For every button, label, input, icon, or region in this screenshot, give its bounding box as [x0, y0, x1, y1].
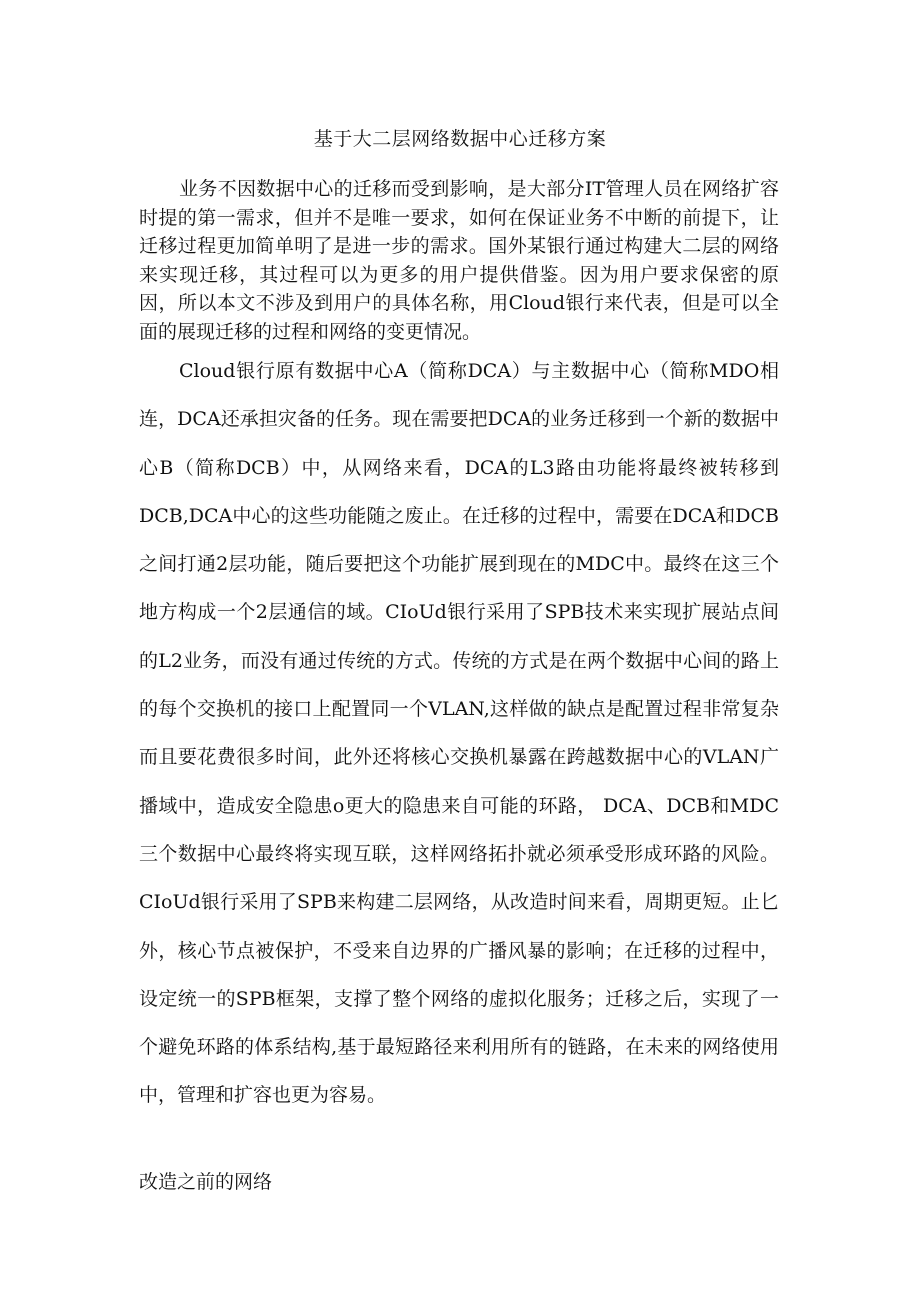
body-paragraph-intro: 业务不因数据中心的迁移而受到影响，是大部分IT管理人员在网络扩容时提的第一需求，但并不是唯一要求，如何在保证业务不中断的前提下，让迁移过程更加简单明了是进一步的需求。国外某银行通过构建大二层的网络来实现迁移，其过程可以为更多的用户提供借鉴。因为用户要求保密的原因，所以本文不涉及到用户的具体名称，用Cloud银行来代表，但是可以全面的展现迁移的过程和网络的变更情况。: [139, 178, 779, 343]
section-heading: 改造之前的网络: [139, 1171, 273, 1193]
body-paragraph-migration: Cloud银行原有数据中心A（简称DCA）与主数据中心（简称MDO相连，DCA还承担灾备的任务。现在需要把DCA的业务迁移到一个新的数据中心B（简称DCB）中，从网络来看，DCA的L3路由功能将最终被转移到DCB,DCA中心的这些功能随之废止。在迁移的过程中，需要在DCA和DCB之间打通2层功能，随后要把这个功能扩展到现在的MDC中。最终在这三个地方构成一个2层通信的域。CIoUd银行采用了SPB技术来实现扩展站点间的L2业务，而没有通过传统的方式。传统的方式是在两个数据中心间的路上的每个交换机的接口上配置同一个VLAN,这样做的缺点是配置过程非常复杂而且要花费很多时间，此外还将核心交换机暴露在跨越数据中心的VLAN广播域中，造成安全隐患o更大的隐患来自可能的环路， DCA、DCB和MDC三个数据中心最终将实现互联，这样网络拓扑就必须承受形成环路的风险。CIoUd银行采用了SPB来构建二层网络，从改造时间来看，周期更短。止匕外，核心节点被保护，不受来自边界的广播风暴的影响；在迁移的过程中，设定统一的SPB框架，支撑了整个网络的虚拟化服务；迁移之后，实现了一个避免环路的体系结构,基于最短路径来利用所有的链路，在未来的网络使用中，管理和扩容也更为容易。: [139, 360, 779, 1107]
document-title: 基于大二层网络数据中心迁移方案: [313, 128, 607, 150]
